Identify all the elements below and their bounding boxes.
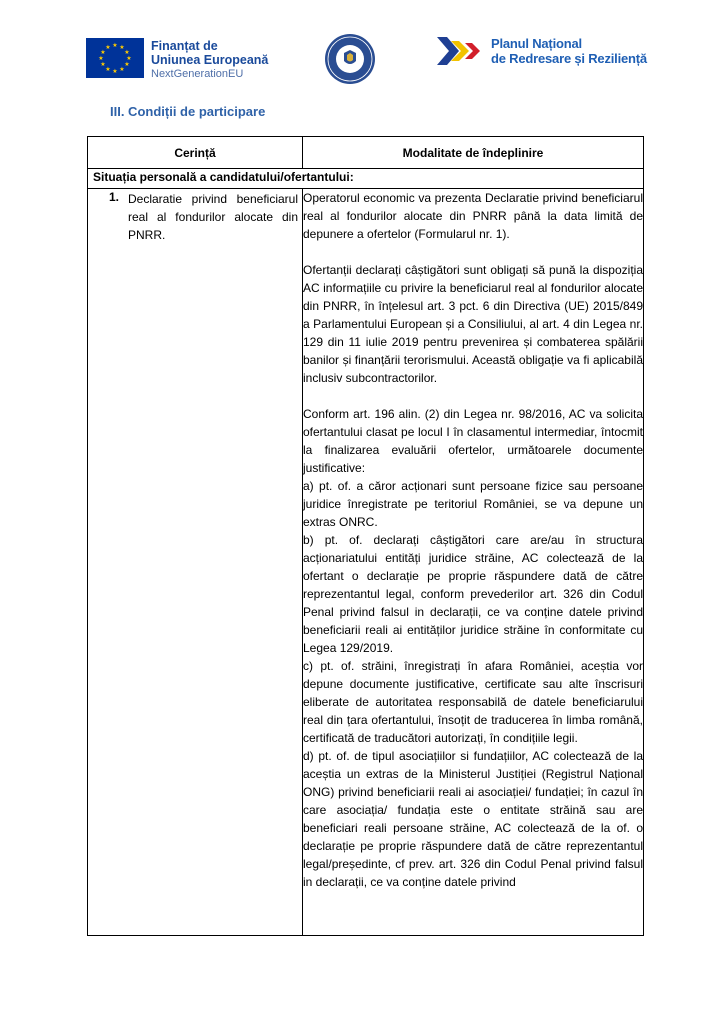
eu-funding-line3: NextGenerationEU	[151, 68, 244, 80]
eu-funding-label	[151, 39, 268, 81]
svg-text:★: ★	[124, 61, 130, 68]
fulfilment-cell	[303, 189, 644, 936]
pnrr-line2: de Redresare și Reziliență	[491, 51, 647, 66]
svg-text:★: ★	[119, 44, 125, 51]
svg-text:★: ★	[105, 44, 111, 51]
svg-text:★: ★	[112, 42, 118, 49]
svg-text:★: ★	[100, 61, 106, 68]
table-group-row	[88, 169, 644, 189]
table-header-row	[88, 137, 644, 169]
romanian-government-seal-icon	[324, 33, 376, 85]
header-requirement: Cerință	[88, 137, 303, 169]
eu-funding-line2: Uniunea Europeană	[151, 53, 269, 67]
participation-conditions-table	[87, 136, 644, 936]
requirement-text: Declaratie privind beneficiarul real al fondurilor alocate din PNRR.	[128, 192, 298, 242]
svg-text:★: ★	[98, 55, 104, 62]
svg-text:★: ★	[119, 66, 125, 73]
table-row	[88, 189, 644, 936]
svg-text:★: ★	[112, 68, 118, 75]
eu-flag-icon	[86, 38, 144, 78]
eu-funding-line1: Finanțat de	[151, 39, 218, 53]
svg-text:★: ★	[126, 55, 132, 62]
svg-text:★: ★	[105, 66, 111, 73]
pnrr-logo-mark-icon	[437, 37, 489, 65]
fulfilment-item-c: c) pt. of. străini, înregistrați în afara României, aceștia vor depune documente justificative, certificate sau alte înscrisuri eliberate de autoritatea responsabilă de datele beneficiarului real din țara ofertantului, însoțit de traducerea în limba română, certificată de traducători autorizați, în condițiile legii.	[303, 659, 643, 745]
fulfilment-item-a: a) pt. of. a căror acționari sunt persoane fizice sau persoane juridice înregistrate pe teritoriul României, se va depune un extras ONRC.	[303, 479, 643, 529]
fulfilment-item-b: b) pt. of. declarați câștigători care are/au în structura acționariatului entități juridice străine, AC colectează de la ofertant o declarație pe proprie răspundere dată de către reprezentantul legal, conform prevederilor art. 326 din Codul Penal privind falsul in declarații, ce va conține datele privind beneficiarii reali ai entităților juridice străine în conformitate cu Legea 129/2019.	[303, 533, 643, 655]
document-header	[0, 0, 724, 100]
header-fulfilment: Modalitate de îndeplinire	[303, 137, 644, 169]
fulfilment-paragraph: Ofertanții declarați câștigători sunt obligați să pună la dispoziția AC informațiile cu privire la beneficiarul real al fondurilor alocate din PNRR, în înțelesul art. 3 pct. 6 din Directiva (UE) 2015/849 a Parlamentului European și a Consiliului, al art. 4 din Legea nr. 129 din 11 iulie 2019 pentru prevenirea și combaterea spălării banilor și finanțării terorismului. Această obligație va fi aplicabilă inclusiv subcontractorilor.	[303, 263, 643, 385]
group-title: Situația personală a candidatului/ofertantului:	[88, 169, 644, 189]
requirement-cell	[88, 189, 303, 936]
fulfilment-item-d: d) pt. of. de tipul asociațiilor si fundațiilor, AC colectează de la aceștia un extras de la Ministerul Justiției (Registrul Național ONG) privind beneficiarii reali ai asociației/ fundației; în cazul în care asociația/ fundația este o entitate străină sau are beneficiari reali persoane străine, AC colectează de la of. o declarație pe proprie răspundere dată de către reprezentantul legal/președinte, cf prev. art. 326 din Codul Penal privind falsul in declarații, ce va conține datele privind	[303, 749, 643, 889]
requirement-number: 1.	[109, 190, 120, 204]
pnrr-label	[491, 36, 647, 66]
section-title: III. Condiții de participare	[110, 104, 266, 119]
fulfilment-paragraph: Conform art. 196 alin. (2) din Legea nr. 98/2016, AC va solicita ofertantului clasat pe locul I în clasamentul intermediar, întocmit la finalizarea evaluării ofertelor, următoarele documente justificative:	[303, 407, 643, 475]
pnrr-line1: Planul Național	[491, 36, 582, 51]
svg-text:★: ★	[124, 49, 130, 56]
fulfilment-paragraph: Operatorul economic va prezenta Declaratie privind beneficiarul real al fondurilor alocate din PNRR până la data limită de depunere a ofertelor (Formularul nr. 1).	[303, 191, 643, 241]
svg-text:★: ★	[100, 49, 106, 56]
